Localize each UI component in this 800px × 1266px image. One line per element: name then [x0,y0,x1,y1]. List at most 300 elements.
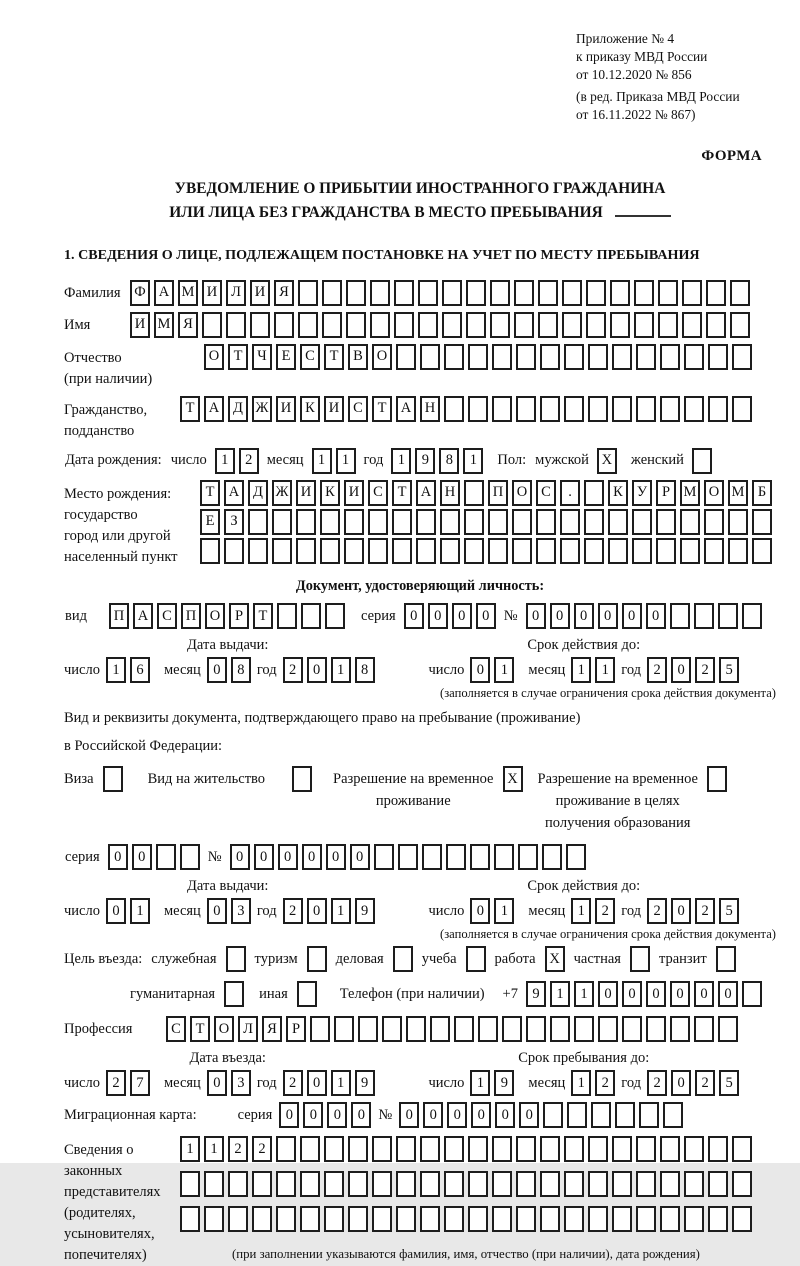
char-cell[interactable] [718,1016,738,1042]
char-cell[interactable] [398,844,418,870]
char-cell[interactable] [322,312,342,338]
char-cell[interactable]: П [488,480,508,506]
char-cell[interactable] [742,603,762,629]
char-cell[interactable]: И [324,396,344,422]
char-cell[interactable] [324,1171,344,1197]
char-cell[interactable] [468,1206,488,1232]
char-cell[interactable] [588,1206,608,1232]
char-cell[interactable] [586,280,606,306]
char-cell[interactable]: 9 [355,1070,375,1096]
char-cell[interactable]: 0 [671,1070,691,1096]
char-cell[interactable] [562,312,582,338]
char-cell[interactable]: 0 [526,603,546,629]
char-cell[interactable]: 0 [326,844,346,870]
char-cell[interactable]: Т [228,344,248,370]
purpose-transit-checkbox[interactable] [716,946,736,972]
char-cell[interactable]: И [130,312,150,338]
char-cell[interactable]: 0 [598,603,618,629]
char-cell[interactable] [276,1206,296,1232]
char-cell[interactable]: 0 [302,844,322,870]
char-cell[interactable] [368,538,388,564]
char-cell[interactable] [584,509,604,535]
char-cell[interactable] [663,1102,683,1128]
char-cell[interactable] [298,280,318,306]
char-cell[interactable] [706,280,726,306]
char-cell[interactable]: Е [276,344,296,370]
char-cell[interactable] [252,1206,272,1232]
char-cell[interactable]: С [368,480,388,506]
char-cell[interactable]: 1 [331,898,351,924]
char-cell[interactable]: Т [180,396,200,422]
char-cell[interactable]: 0 [646,603,666,629]
char-cell[interactable]: 0 [132,844,152,870]
char-cell[interactable] [708,1171,728,1197]
char-cell[interactable] [704,509,724,535]
char-cell[interactable] [543,1102,563,1128]
char-cell[interactable] [444,1206,464,1232]
char-cell[interactable]: 2 [647,898,667,924]
char-cell[interactable] [694,603,714,629]
char-cell[interactable] [636,1171,656,1197]
char-cell[interactable]: А [133,603,153,629]
char-cell[interactable] [440,509,460,535]
char-cell[interactable] [728,509,748,535]
char-cell[interactable]: 1 [312,448,332,474]
char-cell[interactable] [420,344,440,370]
char-cell[interactable] [492,1206,512,1232]
char-cell[interactable] [730,280,750,306]
char-cell[interactable]: 0 [423,1102,443,1128]
char-cell[interactable]: П [181,603,201,629]
char-cell[interactable] [324,1206,344,1232]
char-cell[interactable]: А [154,280,174,306]
char-cell[interactable]: И [344,480,364,506]
char-cell[interactable] [732,1136,752,1162]
char-cell[interactable] [684,396,704,422]
char-cell[interactable] [392,509,412,535]
char-cell[interactable] [540,396,560,422]
purpose-private-checkbox[interactable] [630,946,650,972]
char-cell[interactable] [502,1016,522,1042]
char-cell[interactable] [372,1136,392,1162]
char-cell[interactable]: О [205,603,225,629]
char-cell[interactable] [708,1136,728,1162]
char-cell[interactable] [646,1016,666,1042]
char-cell[interactable] [564,1206,584,1232]
char-cell[interactable]: Ж [252,396,272,422]
char-cell[interactable]: 0 [452,603,472,629]
char-cell[interactable] [418,312,438,338]
char-cell[interactable] [684,1171,704,1197]
char-cell[interactable]: 1 [494,898,514,924]
purpose-commercial-checkbox[interactable] [393,946,413,972]
char-cell[interactable]: 0 [671,898,691,924]
char-cell[interactable] [660,1206,680,1232]
char-cell[interactable]: 2 [595,898,615,924]
char-cell[interactable] [492,396,512,422]
char-cell[interactable] [562,280,582,306]
char-cell[interactable] [588,344,608,370]
char-cell[interactable] [406,1016,426,1042]
char-cell[interactable]: Л [226,280,246,306]
char-cell[interactable]: 1 [204,1136,224,1162]
char-cell[interactable]: Т [324,344,344,370]
char-cell[interactable] [708,1206,728,1232]
char-cell[interactable] [466,312,486,338]
char-cell[interactable] [680,538,700,564]
char-cell[interactable]: А [396,396,416,422]
char-cell[interactable] [518,844,538,870]
char-cell[interactable]: 0 [476,603,496,629]
char-cell[interactable]: С [348,396,368,422]
char-cell[interactable] [348,1171,368,1197]
char-cell[interactable] [468,344,488,370]
char-cell[interactable] [325,603,345,629]
char-cell[interactable] [512,538,532,564]
char-cell[interactable] [446,844,466,870]
char-cell[interactable]: 2 [252,1136,272,1162]
char-cell[interactable]: 0 [307,1070,327,1096]
char-cell[interactable] [704,538,724,564]
char-cell[interactable]: 0 [106,898,126,924]
char-cell[interactable] [682,312,702,338]
char-cell[interactable]: Р [286,1016,306,1042]
char-cell[interactable] [728,538,748,564]
char-cell[interactable] [494,844,514,870]
char-cell[interactable] [468,1136,488,1162]
char-cell[interactable] [732,1206,752,1232]
char-cell[interactable]: В [348,344,368,370]
char-cell[interactable]: 9 [415,448,435,474]
char-cell[interactable] [488,509,508,535]
char-cell[interactable] [370,312,390,338]
char-cell[interactable]: Л [238,1016,258,1042]
char-cell[interactable]: Б [752,480,772,506]
char-cell[interactable]: С [536,480,556,506]
char-cell[interactable] [718,603,738,629]
char-cell[interactable] [492,344,512,370]
char-cell[interactable]: 2 [695,1070,715,1096]
char-cell[interactable]: 0 [350,844,370,870]
char-cell[interactable]: 1 [574,981,594,1007]
char-cell[interactable]: 0 [447,1102,467,1128]
char-cell[interactable] [466,280,486,306]
char-cell[interactable] [320,538,340,564]
char-cell[interactable] [516,396,536,422]
char-cell[interactable] [588,1136,608,1162]
char-cell[interactable] [516,344,536,370]
char-cell[interactable]: И [296,480,316,506]
char-cell[interactable]: 2 [283,1070,303,1096]
char-cell[interactable] [588,396,608,422]
purpose-humanitarian-checkbox[interactable] [224,981,244,1007]
char-cell[interactable] [396,1171,416,1197]
char-cell[interactable] [670,1016,690,1042]
char-cell[interactable] [180,1171,200,1197]
char-cell[interactable]: 0 [471,1102,491,1128]
char-cell[interactable] [564,344,584,370]
char-cell[interactable]: 0 [550,603,570,629]
char-cell[interactable]: З [224,509,244,535]
char-cell[interactable] [396,1206,416,1232]
char-cell[interactable] [636,344,656,370]
char-cell[interactable] [204,1171,224,1197]
char-cell[interactable]: 0 [254,844,274,870]
char-cell[interactable]: 1 [106,657,126,683]
char-cell[interactable] [420,1171,440,1197]
char-cell[interactable] [310,1016,330,1042]
char-cell[interactable] [204,1206,224,1232]
char-cell[interactable]: 0 [519,1102,539,1128]
gender-male-checkbox[interactable]: X [597,448,617,474]
char-cell[interactable]: 0 [278,844,298,870]
char-cell[interactable]: 1 [331,1070,351,1096]
char-cell[interactable] [680,509,700,535]
char-cell[interactable]: С [157,603,177,629]
char-cell[interactable] [608,538,628,564]
char-cell[interactable] [615,1102,635,1128]
char-cell[interactable]: С [166,1016,186,1042]
char-cell[interactable] [346,312,366,338]
char-cell[interactable] [416,538,436,564]
char-cell[interactable] [468,1171,488,1197]
char-cell[interactable] [536,509,556,535]
char-cell[interactable]: 0 [307,657,327,683]
char-cell[interactable] [584,538,604,564]
char-cell[interactable]: 1 [571,898,591,924]
char-cell[interactable]: 3 [231,1070,251,1096]
char-cell[interactable] [708,396,728,422]
char-cell[interactable] [538,280,558,306]
char-cell[interactable] [396,1136,416,1162]
char-cell[interactable] [180,1206,200,1232]
char-cell[interactable]: 0 [598,981,618,1007]
char-cell[interactable]: 1 [595,657,615,683]
char-cell[interactable]: Т [392,480,412,506]
char-cell[interactable] [608,509,628,535]
char-cell[interactable] [200,538,220,564]
char-cell[interactable] [348,1136,368,1162]
char-cell[interactable] [658,280,678,306]
char-cell[interactable] [639,1102,659,1128]
char-cell[interactable]: К [300,396,320,422]
char-cell[interactable] [670,603,690,629]
char-cell[interactable]: 1 [494,657,514,683]
char-cell[interactable]: 0 [470,898,490,924]
char-cell[interactable]: 0 [108,844,128,870]
char-cell[interactable] [396,344,416,370]
char-cell[interactable]: Я [274,280,294,306]
char-cell[interactable] [684,1136,704,1162]
purpose-tourism-checkbox[interactable] [307,946,327,972]
char-cell[interactable]: О [704,480,724,506]
char-cell[interactable] [226,312,246,338]
char-cell[interactable]: Я [262,1016,282,1042]
temp-permit-checkbox[interactable]: X [503,766,523,792]
char-cell[interactable] [634,280,654,306]
char-cell[interactable] [660,1136,680,1162]
char-cell[interactable] [656,509,676,535]
char-cell[interactable] [586,312,606,338]
char-cell[interactable] [564,1136,584,1162]
char-cell[interactable]: 0 [574,603,594,629]
char-cell[interactable] [300,1136,320,1162]
char-cell[interactable] [612,1171,632,1197]
char-cell[interactable]: 0 [327,1102,347,1128]
char-cell[interactable]: 5 [719,898,739,924]
char-cell[interactable]: Ч [252,344,272,370]
char-cell[interactable]: 8 [355,657,375,683]
char-cell[interactable] [492,1136,512,1162]
char-cell[interactable]: 0 [718,981,738,1007]
char-cell[interactable] [516,1206,536,1232]
char-cell[interactable]: 0 [207,1070,227,1096]
char-cell[interactable] [706,312,726,338]
char-cell[interactable]: С [300,344,320,370]
char-cell[interactable] [228,1171,248,1197]
char-cell[interactable] [334,1016,354,1042]
char-cell[interactable] [732,396,752,422]
char-cell[interactable] [512,509,532,535]
char-cell[interactable]: Н [420,396,440,422]
char-cell[interactable]: Т [200,480,220,506]
char-cell[interactable] [464,480,484,506]
char-cell[interactable] [468,396,488,422]
char-cell[interactable] [612,396,632,422]
char-cell[interactable] [636,1136,656,1162]
char-cell[interactable]: 2 [239,448,259,474]
char-cell[interactable] [490,312,510,338]
char-cell[interactable]: Т [253,603,273,629]
char-cell[interactable] [442,312,462,338]
purpose-study-checkbox[interactable] [466,946,486,972]
edu-permit-checkbox[interactable] [707,766,727,792]
char-cell[interactable] [296,538,316,564]
char-cell[interactable]: 1 [215,448,235,474]
char-cell[interactable] [374,844,394,870]
char-cell[interactable] [444,396,464,422]
char-cell[interactable]: 2 [647,657,667,683]
char-cell[interactable] [636,396,656,422]
char-cell[interactable] [536,538,556,564]
char-cell[interactable]: 1 [180,1136,200,1162]
char-cell[interactable] [550,1016,570,1042]
char-cell[interactable] [742,981,762,1007]
char-cell[interactable]: 5 [719,657,739,683]
char-cell[interactable]: И [276,396,296,422]
char-cell[interactable] [598,1016,618,1042]
char-cell[interactable]: Т [372,396,392,422]
char-cell[interactable] [560,509,580,535]
char-cell[interactable] [300,1171,320,1197]
char-cell[interactable]: О [512,480,532,506]
char-cell[interactable] [752,538,772,564]
char-cell[interactable] [420,1136,440,1162]
char-cell[interactable]: 0 [622,981,642,1007]
char-cell[interactable]: 8 [231,657,251,683]
char-cell[interactable] [368,509,388,535]
char-cell[interactable] [324,1136,344,1162]
char-cell[interactable]: . [560,480,580,506]
char-cell[interactable] [564,1171,584,1197]
char-cell[interactable]: 0 [470,657,490,683]
char-cell[interactable] [224,538,244,564]
char-cell[interactable]: 0 [399,1102,419,1128]
char-cell[interactable] [322,280,342,306]
char-cell[interactable] [464,509,484,535]
char-cell[interactable] [514,312,534,338]
char-cell[interactable]: Д [228,396,248,422]
char-cell[interactable] [418,280,438,306]
char-cell[interactable]: И [250,280,270,306]
char-cell[interactable] [732,1171,752,1197]
char-cell[interactable] [272,538,292,564]
char-cell[interactable]: 1 [391,448,411,474]
char-cell[interactable]: Д [248,480,268,506]
char-cell[interactable]: 0 [694,981,714,1007]
char-cell[interactable] [440,538,460,564]
char-cell[interactable] [248,538,268,564]
char-cell[interactable] [454,1016,474,1042]
char-cell[interactable]: А [416,480,436,506]
char-cell[interactable]: А [224,480,244,506]
char-cell[interactable]: 0 [671,657,691,683]
char-cell[interactable]: 3 [231,898,251,924]
char-cell[interactable]: 5 [719,1070,739,1096]
char-cell[interactable]: 0 [404,603,424,629]
char-cell[interactable]: М [178,280,198,306]
char-cell[interactable] [660,396,680,422]
char-cell[interactable]: 2 [283,657,303,683]
char-cell[interactable]: 1 [470,1070,490,1096]
char-cell[interactable] [430,1016,450,1042]
purpose-work-checkbox[interactable]: X [545,946,565,972]
char-cell[interactable] [732,344,752,370]
char-cell[interactable]: 8 [439,448,459,474]
char-cell[interactable] [636,1206,656,1232]
char-cell[interactable]: Р [656,480,676,506]
char-cell[interactable] [228,1206,248,1232]
char-cell[interactable] [464,538,484,564]
char-cell[interactable] [730,312,750,338]
char-cell[interactable] [564,396,584,422]
char-cell[interactable] [470,844,490,870]
char-cell[interactable] [708,344,728,370]
char-cell[interactable] [394,312,414,338]
char-cell[interactable] [540,1206,560,1232]
char-cell[interactable]: 1 [463,448,483,474]
char-cell[interactable]: У [632,480,652,506]
char-cell[interactable]: 1 [550,981,570,1007]
char-cell[interactable]: 2 [228,1136,248,1162]
char-cell[interactable] [250,312,270,338]
char-cell[interactable] [248,509,268,535]
char-cell[interactable]: 1 [336,448,356,474]
char-cell[interactable] [660,1171,680,1197]
char-cell[interactable] [560,538,580,564]
char-cell[interactable] [566,844,586,870]
char-cell[interactable]: Т [190,1016,210,1042]
char-cell[interactable] [684,344,704,370]
char-cell[interactable] [478,1016,498,1042]
purpose-other-checkbox[interactable] [297,981,317,1007]
char-cell[interactable] [300,1206,320,1232]
char-cell[interactable] [526,1016,546,1042]
char-cell[interactable]: 9 [494,1070,514,1096]
char-cell[interactable]: Р [229,603,249,629]
char-cell[interactable]: 9 [355,898,375,924]
char-cell[interactable] [320,509,340,535]
